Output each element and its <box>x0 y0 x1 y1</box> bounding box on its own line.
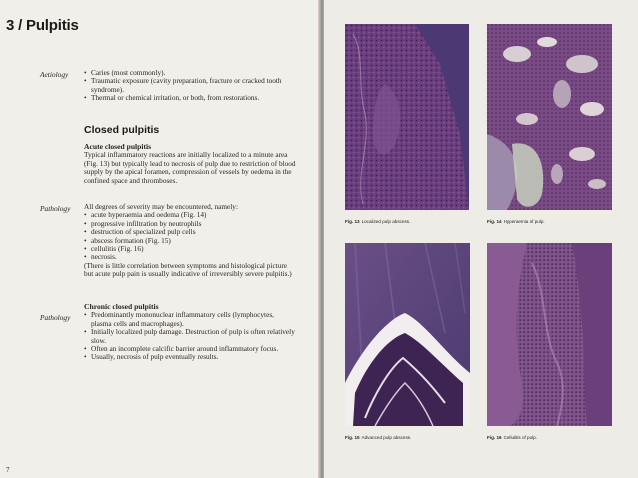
pathology-chronic-label: Pathology <box>40 313 71 322</box>
list-item: • abscess formation (Fig. 15) <box>84 237 296 245</box>
list-item: • Predominantly mononuclear inflammatory cells (lymphocytes, plasma cells and macrophages). <box>84 311 296 328</box>
fig-number: Fig. 14 <box>487 219 502 224</box>
list-item: • cellulitis (Fig. 16) <box>84 245 296 253</box>
section-heading: Closed pulpitis <box>84 124 160 136</box>
fig-number: Fig. 15 <box>345 435 360 440</box>
caption-fig-15 <box>345 435 411 440</box>
pathology-label: Pathology <box>40 204 71 213</box>
caption-fig-13 <box>345 219 410 224</box>
list-item: • acute hyperaemia and oedema (Fig. 14) <box>84 211 296 219</box>
list-item: • Initially localized pulp damage. Destruction of pulp is often relatively slow. <box>84 328 296 345</box>
list-item: • Traumatic exposure (cavity preparation, fracture or cracked tooth syndrome). <box>84 77 296 94</box>
list-item: • necrosis. <box>84 253 296 261</box>
micrograph-fig-14 <box>487 24 612 210</box>
fig-caption-text: Advanced pulp abscess. <box>361 435 412 440</box>
micrograph-fig-15 <box>345 243 470 426</box>
acute-heading: Acute closed pulpitis <box>84 142 152 151</box>
chronic-block <box>84 303 296 362</box>
list-item: • Often an incomplete calcific barrier around inflammatory focus. <box>84 345 296 353</box>
list-item: • Caries (most commonly). <box>84 69 296 77</box>
fig-caption-text: Hyperaemia of pulp. <box>503 219 545 224</box>
acute-block <box>84 143 296 185</box>
fig-caption-text: Cellulitis of pulp. <box>503 435 538 440</box>
list-item: • Usually, necrosis of pulp eventually results. <box>84 353 296 361</box>
page-number: 7 <box>6 466 10 474</box>
caption-fig-16 <box>487 435 537 440</box>
chronic-heading: Chronic closed pulpitis <box>84 302 159 311</box>
fig-caption-text: Localized pulp abscess. <box>361 219 411 224</box>
acute-text: Typical inflammatory reactions are initially localized to a minute area (Fig. 13) but typically lead to necrosis of pulp due to restriction of blood supply by the apical foramen, compression of vessels by oedema in the confined space and thromboses. <box>84 150 296 185</box>
list-item: • destruction of specialized pulp cells <box>84 228 296 236</box>
aetiology-list <box>84 69 296 103</box>
pathology-intro: All degrees of severity may be encountered, namely: <box>84 202 238 211</box>
fig-number: Fig. 16 <box>487 435 502 440</box>
chapter-title: 3 / Pulpitis <box>6 17 79 34</box>
micrograph-fig-13 <box>345 24 469 210</box>
pathology-block <box>84 203 296 279</box>
caption-fig-14 <box>487 219 545 224</box>
list-item: • progressive infiltration by neutrophils <box>84 220 296 228</box>
fig-number: Fig. 13 <box>345 219 360 224</box>
pathology-note: (There is little correlation between symptoms and histological picture but acute pulp pain is usually indicative of irreversibly severe pulpitis.) <box>84 260 292 279</box>
list-item: • Thermal or chemical irritation, or both, from restorations. <box>84 94 296 102</box>
micrograph-fig-16 <box>487 243 612 426</box>
aetiology-label: Aetiology <box>40 70 69 79</box>
